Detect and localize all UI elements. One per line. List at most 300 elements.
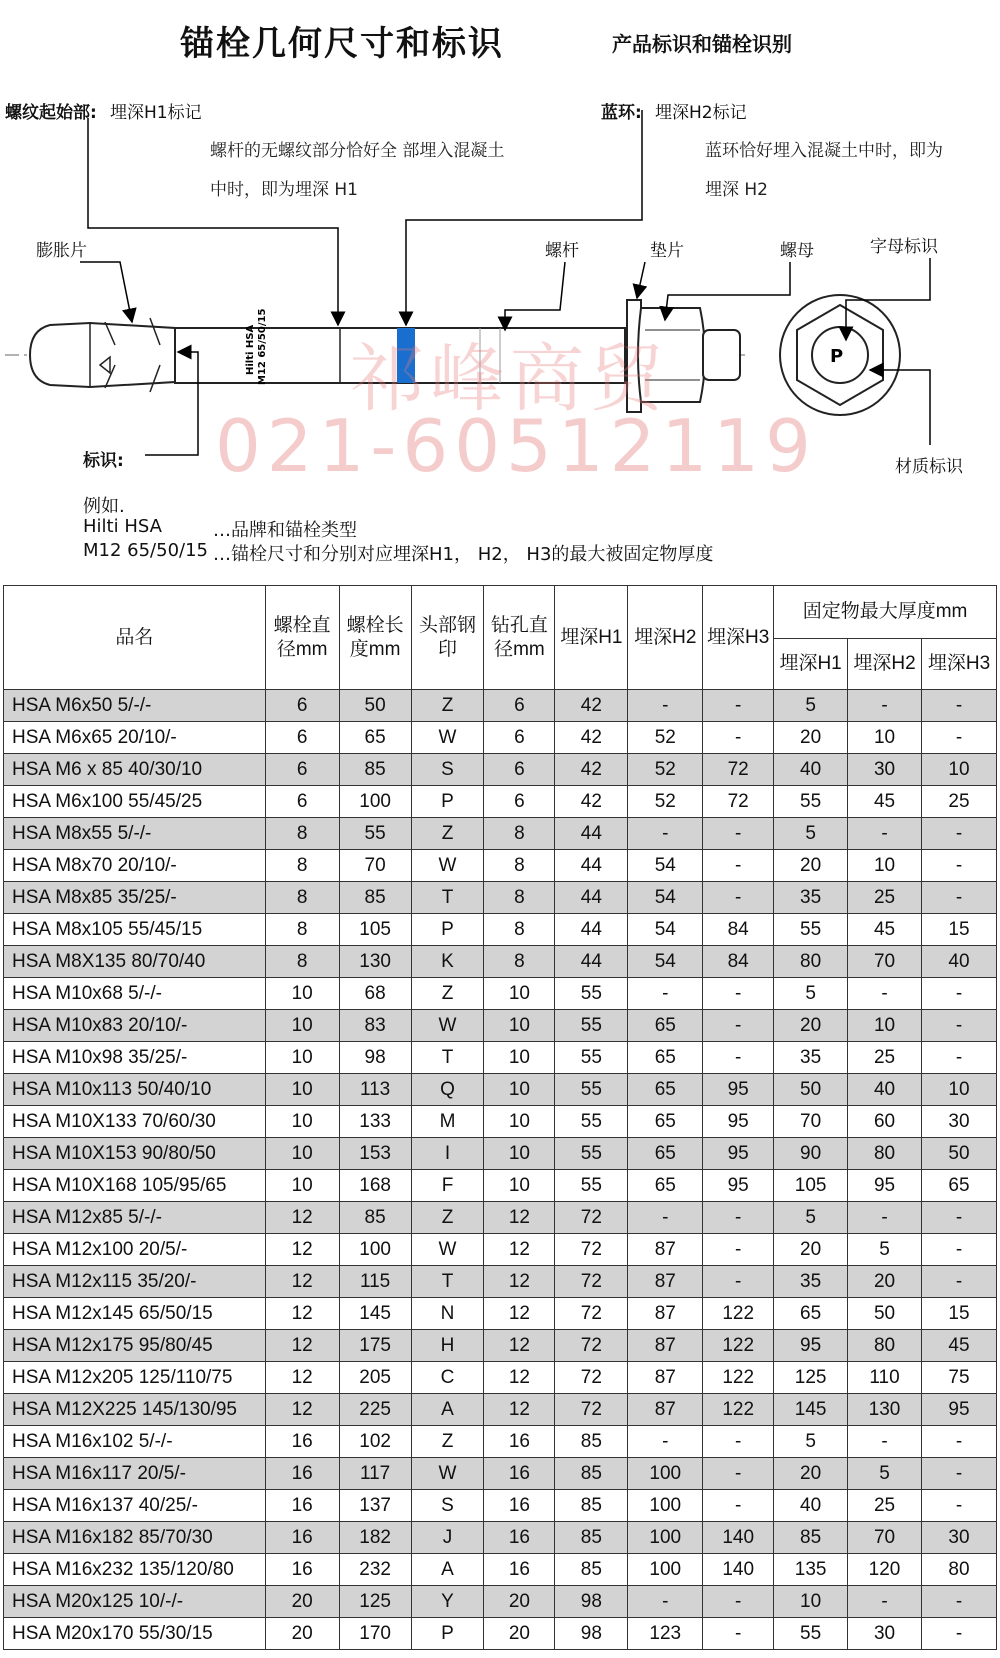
cell-diameter: 10 <box>265 1074 339 1106</box>
cell-length: 115 <box>339 1266 411 1298</box>
cell-h1: 42 <box>555 690 628 722</box>
cell-h1: 85 <box>555 1522 628 1554</box>
table-row <box>4 1042 997 1074</box>
material-mark-label: 材质标识 <box>895 457 963 477</box>
letter-code-label: 字母标识 <box>870 237 938 257</box>
cell-h1: 44 <box>555 818 628 850</box>
cell-h2: 87 <box>628 1330 703 1362</box>
col-header-h2: 埋深H2 <box>628 586 703 690</box>
table-row <box>4 914 997 946</box>
cell-name: HSA M12x205 125/110/75 <box>4 1362 266 1394</box>
cell-stamp: F <box>411 1170 484 1202</box>
cell-t-h1: 105 <box>774 1170 848 1202</box>
cell-t-h1: 50 <box>774 1074 848 1106</box>
cell-diameter: 8 <box>265 882 339 914</box>
cell-stamp: K <box>411 946 484 978</box>
cell-diameter: 6 <box>265 786 339 818</box>
cell-h2: 65 <box>628 1138 703 1170</box>
table-row <box>4 1202 997 1234</box>
cell-t-h1: 20 <box>774 722 848 754</box>
table-row <box>4 1394 997 1426</box>
cell-h3: 122 <box>703 1298 774 1330</box>
cell-drill: 20 <box>484 1618 555 1650</box>
cell-stamp: W <box>411 1458 484 1490</box>
cell-drill: 10 <box>484 1106 555 1138</box>
cell-t-h1: 55 <box>774 1618 848 1650</box>
table-row <box>4 978 997 1010</box>
table-row <box>4 1234 997 1266</box>
table-row <box>4 690 997 722</box>
cell-t-h2: 50 <box>848 1298 922 1330</box>
cell-h1: 72 <box>555 1202 628 1234</box>
cell-t-h1: 5 <box>774 978 848 1010</box>
cell-h1: 44 <box>555 914 628 946</box>
cell-stamp: J <box>411 1522 484 1554</box>
watermark-name: 祁峰商贸 <box>350 336 670 422</box>
cell-drill: 12 <box>484 1362 555 1394</box>
cell-drill: 10 <box>484 1170 555 1202</box>
cell-t-h3: 50 <box>921 1138 996 1170</box>
cell-stamp: W <box>411 722 484 754</box>
cell-diameter: 8 <box>265 818 339 850</box>
cell-t-h1: 40 <box>774 1490 848 1522</box>
table-row <box>4 1490 997 1522</box>
cell-t-h1: 90 <box>774 1138 848 1170</box>
table-row <box>4 1266 997 1298</box>
table-row <box>4 1074 997 1106</box>
cell-t-h2: 25 <box>848 1042 922 1074</box>
cell-stamp: Z <box>411 818 484 850</box>
cell-t-h2: - <box>848 818 922 850</box>
cell-h1: 55 <box>555 1042 628 1074</box>
cell-t-h1: 145 <box>774 1394 848 1426</box>
cell-t-h2: 70 <box>848 946 922 978</box>
cell-h2: 65 <box>628 1170 703 1202</box>
cell-t-h2: 5 <box>848 1234 922 1266</box>
cell-stamp: Y <box>411 1586 484 1618</box>
col-header-stamp: 头部钢印 <box>411 586 484 690</box>
cell-length: 105 <box>339 914 411 946</box>
cell-name: HSA M16x232 135/120/80 <box>4 1554 266 1586</box>
cell-t-h1: 95 <box>774 1330 848 1362</box>
cell-drill: 12 <box>484 1202 555 1234</box>
cell-name: HSA M20x125 10/-/- <box>4 1586 266 1618</box>
cell-t-h2: 80 <box>848 1138 922 1170</box>
cell-name: HSA M12X225 145/130/95 <box>4 1394 266 1426</box>
cell-drill: 16 <box>484 1458 555 1490</box>
table-row <box>4 722 997 754</box>
cell-h3: - <box>703 1266 774 1298</box>
table-row <box>4 946 997 978</box>
cell-drill: 10 <box>484 1074 555 1106</box>
cell-h2: - <box>628 1202 703 1234</box>
col-header-h3: 埋深H3 <box>703 586 774 690</box>
cell-t-h2: 20 <box>848 1266 922 1298</box>
blue-ring-label: 蓝环: <box>601 103 642 123</box>
cell-t-h3: 75 <box>921 1362 996 1394</box>
cell-h1: 44 <box>555 850 628 882</box>
cell-h1: 42 <box>555 722 628 754</box>
cell-diameter: 20 <box>265 1618 339 1650</box>
table-row <box>4 882 997 914</box>
cell-stamp: Z <box>411 978 484 1010</box>
table-row <box>4 1458 997 1490</box>
cell-t-h2: 10 <box>848 850 922 882</box>
cell-t-h2: 30 <box>848 1618 922 1650</box>
table-row <box>4 1618 997 1650</box>
cell-h1: 55 <box>555 1138 628 1170</box>
cell-stamp: H <box>411 1330 484 1362</box>
cell-h3: - <box>703 1618 774 1650</box>
cell-t-h3: 65 <box>921 1170 996 1202</box>
cell-drill: 6 <box>484 754 555 786</box>
cell-t-h3: - <box>921 1426 996 1458</box>
cell-h1: 85 <box>555 1426 628 1458</box>
cell-h2: 87 <box>628 1394 703 1426</box>
cell-name: HSA M8x105 55/45/15 <box>4 914 266 946</box>
cell-t-h3: 30 <box>921 1522 996 1554</box>
table-row <box>4 1522 997 1554</box>
cell-name: HSA M16x137 40/25/- <box>4 1490 266 1522</box>
cell-h3: 140 <box>703 1554 774 1586</box>
cell-t-h3: - <box>921 1234 996 1266</box>
cell-name: HSA M12x115 35/20/- <box>4 1266 266 1298</box>
cell-t-h2: 70 <box>848 1522 922 1554</box>
cell-t-h3: 80 <box>921 1554 996 1586</box>
cell-stamp: T <box>411 882 484 914</box>
cell-name: HSA M12x175 95/80/45 <box>4 1330 266 1362</box>
cell-diameter: 6 <box>265 722 339 754</box>
cell-h3: - <box>703 1202 774 1234</box>
cell-h1: 44 <box>555 882 628 914</box>
cell-t-h3: - <box>921 1490 996 1522</box>
cell-name: HSA M10x68 5/-/- <box>4 978 266 1010</box>
cell-diameter: 12 <box>265 1298 339 1330</box>
cell-drill: 8 <box>484 818 555 850</box>
cell-h1: 55 <box>555 1170 628 1202</box>
cell-t-h2: 45 <box>848 914 922 946</box>
cell-t-h3: - <box>921 1042 996 1074</box>
cell-length: 50 <box>339 690 411 722</box>
cell-h1: 72 <box>555 1362 628 1394</box>
cell-t-h1: 55 <box>774 914 848 946</box>
cell-h3: - <box>703 1586 774 1618</box>
thread-note-2: 中时，即为埋深 H1 <box>210 180 359 200</box>
cell-stamp: W <box>411 1234 484 1266</box>
blue-note-2: 埋深 H2 <box>705 180 769 200</box>
cell-t-h1: 5 <box>774 1202 848 1234</box>
cell-name: HSA M8x55 5/-/- <box>4 818 266 850</box>
cell-drill: 16 <box>484 1426 555 1458</box>
col-header-t-h1: 埋深H1 <box>774 639 848 690</box>
cell-t-h2: 45 <box>848 786 922 818</box>
cell-t-h1: 10 <box>774 1586 848 1618</box>
cell-diameter: 12 <box>265 1394 339 1426</box>
cell-length: 225 <box>339 1394 411 1426</box>
cell-t-h3: 45 <box>921 1330 996 1362</box>
cell-t-h2: 5 <box>848 1458 922 1490</box>
cell-diameter: 10 <box>265 1106 339 1138</box>
cell-h2: 65 <box>628 1074 703 1106</box>
cell-stamp: P <box>411 914 484 946</box>
cell-h2: - <box>628 818 703 850</box>
cell-h3: - <box>703 722 774 754</box>
cell-drill: 6 <box>484 722 555 754</box>
cell-t-h3: 30 <box>921 1106 996 1138</box>
cell-t-h1: 35 <box>774 1266 848 1298</box>
cell-drill: 10 <box>484 1138 555 1170</box>
thread-start-label: 螺纹起始部: <box>5 103 97 123</box>
col-header-name: 品名 <box>4 586 266 690</box>
cell-h2: 52 <box>628 754 703 786</box>
cell-t-h2: 25 <box>848 882 922 914</box>
cell-t-h1: 20 <box>774 850 848 882</box>
cell-t-h3: 25 <box>921 786 996 818</box>
cell-length: 182 <box>339 1522 411 1554</box>
table-row <box>4 1106 997 1138</box>
cell-diameter: 8 <box>265 946 339 978</box>
cell-drill: 10 <box>484 1010 555 1042</box>
cell-length: 117 <box>339 1458 411 1490</box>
cell-t-h3: - <box>921 818 996 850</box>
svg-text:P: P <box>830 346 844 367</box>
cell-name: HSA M16x117 20/5/- <box>4 1458 266 1490</box>
cell-h2: 54 <box>628 946 703 978</box>
cell-name: HSA M8X135 80/70/40 <box>4 946 266 978</box>
cell-diameter: 10 <box>265 978 339 1010</box>
cell-length: 100 <box>339 1234 411 1266</box>
anchor-spec-table <box>3 585 997 1650</box>
col-header-t-h3: 埋深H3 <box>921 639 996 690</box>
cell-drill: 12 <box>484 1298 555 1330</box>
cell-h2: 54 <box>628 850 703 882</box>
cell-length: 100 <box>339 786 411 818</box>
cell-t-h2: 130 <box>848 1394 922 1426</box>
table-row <box>4 1586 997 1618</box>
cell-t-h3: - <box>921 882 996 914</box>
cell-diameter: 8 <box>265 850 339 882</box>
cell-h2: 87 <box>628 1234 703 1266</box>
cell-h3: 84 <box>703 914 774 946</box>
cell-drill: 8 <box>484 946 555 978</box>
cell-stamp: W <box>411 850 484 882</box>
cell-h3: 122 <box>703 1362 774 1394</box>
cell-name: HSA M10X168 105/95/65 <box>4 1170 266 1202</box>
anchor-diagram <box>0 0 1000 585</box>
cell-h1: 72 <box>555 1266 628 1298</box>
cell-length: 55 <box>339 818 411 850</box>
cell-h3: - <box>703 882 774 914</box>
cell-h2: 65 <box>628 1042 703 1074</box>
cell-t-h3: 15 <box>921 1298 996 1330</box>
cell-t-h1: 40 <box>774 754 848 786</box>
cell-stamp: S <box>411 754 484 786</box>
cell-t-h3: - <box>921 1618 996 1650</box>
example-heading: 例如. <box>83 496 125 517</box>
cell-h2: 52 <box>628 786 703 818</box>
cell-h2: 87 <box>628 1362 703 1394</box>
cell-t-h3: 10 <box>921 754 996 786</box>
cell-drill: 8 <box>484 882 555 914</box>
cell-t-h3: 40 <box>921 946 996 978</box>
cell-t-h1: 5 <box>774 1426 848 1458</box>
cell-length: 125 <box>339 1586 411 1618</box>
cell-name: HSA M12x145 65/50/15 <box>4 1298 266 1330</box>
cell-diameter: 10 <box>265 1138 339 1170</box>
cell-h2: 52 <box>628 722 703 754</box>
cell-diameter: 12 <box>265 1202 339 1234</box>
cell-h3: - <box>703 818 774 850</box>
watermark-phone: 021-60512119 <box>215 404 817 488</box>
cell-t-h2: - <box>848 690 922 722</box>
col-header-t-h2: 埋深H2 <box>848 639 922 690</box>
cell-t-h2: - <box>848 1202 922 1234</box>
cell-drill: 12 <box>484 1266 555 1298</box>
thread-start-desc: 埋深H1标记 <box>110 103 202 123</box>
cell-stamp: Z <box>411 1202 484 1234</box>
cell-h3: - <box>703 978 774 1010</box>
cell-length: 70 <box>339 850 411 882</box>
blue-ring-desc: 埋深H2标记 <box>655 103 747 123</box>
cell-length: 85 <box>339 754 411 786</box>
cell-length: 113 <box>339 1074 411 1106</box>
cell-h2: 65 <box>628 1010 703 1042</box>
cell-h2: 100 <box>628 1522 703 1554</box>
cell-t-h2: - <box>848 1426 922 1458</box>
cell-h2: - <box>628 690 703 722</box>
cell-diameter: 10 <box>265 1042 339 1074</box>
cell-t-h2: 25 <box>848 1490 922 1522</box>
cell-h3: 84 <box>703 946 774 978</box>
cell-stamp: W <box>411 1010 484 1042</box>
cell-name: HSA M16x182 85/70/30 <box>4 1522 266 1554</box>
col-header-drill: 钻孔直径mm <box>484 586 555 690</box>
cell-t-h3: - <box>921 978 996 1010</box>
cell-name: HSA M10X133 70/60/30 <box>4 1106 266 1138</box>
cell-name: HSA M6x100 55/45/25 <box>4 786 266 818</box>
cell-diameter: 12 <box>265 1362 339 1394</box>
cell-diameter: 16 <box>265 1458 339 1490</box>
cell-diameter: 16 <box>265 1554 339 1586</box>
cell-length: 85 <box>339 882 411 914</box>
table-row <box>4 1010 997 1042</box>
cell-drill: 16 <box>484 1522 555 1554</box>
cell-h3: 95 <box>703 1074 774 1106</box>
cell-stamp: A <box>411 1394 484 1426</box>
cell-diameter: 12 <box>265 1266 339 1298</box>
cell-h1: 85 <box>555 1490 628 1522</box>
cell-name: HSA M12x85 5/-/- <box>4 1202 266 1234</box>
cell-t-h3: - <box>921 1586 996 1618</box>
cell-length: 153 <box>339 1138 411 1170</box>
cell-t-h2: 10 <box>848 722 922 754</box>
cell-h3: - <box>703 1234 774 1266</box>
cell-drill: 16 <box>484 1490 555 1522</box>
cell-h1: 55 <box>555 1010 628 1042</box>
cell-length: 175 <box>339 1330 411 1362</box>
cell-h1: 72 <box>555 1330 628 1362</box>
table-row <box>4 818 997 850</box>
cell-t-h3: 95 <box>921 1394 996 1426</box>
cell-t-h1: 35 <box>774 882 848 914</box>
cell-h3: 140 <box>703 1522 774 1554</box>
cell-t-h1: 20 <box>774 1458 848 1490</box>
table-row <box>4 1330 997 1362</box>
cell-t-h2: 40 <box>848 1074 922 1106</box>
cell-stamp: P <box>411 786 484 818</box>
cell-t-h1: 85 <box>774 1522 848 1554</box>
cell-diameter: 16 <box>265 1490 339 1522</box>
cell-diameter: 20 <box>265 1586 339 1618</box>
example-line1-code: Hilti HSA <box>83 516 162 537</box>
cell-name: HSA M8x70 20/10/- <box>4 850 266 882</box>
cell-diameter: 16 <box>265 1522 339 1554</box>
cell-stamp: T <box>411 1266 484 1298</box>
cell-t-h2: - <box>848 978 922 1010</box>
cell-t-h2: 110 <box>848 1362 922 1394</box>
cell-h2: - <box>628 1586 703 1618</box>
cell-stamp: S <box>411 1490 484 1522</box>
cell-h2: 87 <box>628 1298 703 1330</box>
example-line2-desc: …锚栓尺寸和分别对应埋深H1， H2， H3的最大被固定物厚度 <box>213 544 714 565</box>
cell-stamp: Z <box>411 690 484 722</box>
cell-name: HSA M10X153 90/80/50 <box>4 1138 266 1170</box>
cell-h2: 100 <box>628 1458 703 1490</box>
cell-stamp: Q <box>411 1074 484 1106</box>
cell-t-h1: 5 <box>774 690 848 722</box>
cell-length: 68 <box>339 978 411 1010</box>
table-row <box>4 786 997 818</box>
cell-h3: - <box>703 690 774 722</box>
cell-h1: 55 <box>555 978 628 1010</box>
table-row <box>4 1426 997 1458</box>
cell-h3: 95 <box>703 1138 774 1170</box>
cell-t-h2: 120 <box>848 1554 922 1586</box>
cell-diameter: 6 <box>265 690 339 722</box>
cell-h1: 42 <box>555 786 628 818</box>
cell-stamp: T <box>411 1042 484 1074</box>
cell-stamp: M <box>411 1106 484 1138</box>
cell-h3: 95 <box>703 1170 774 1202</box>
cell-h3: - <box>703 1010 774 1042</box>
table-row <box>4 1362 997 1394</box>
cell-t-h3: - <box>921 850 996 882</box>
cell-name: HSA M12x100 20/5/- <box>4 1234 266 1266</box>
cell-h1: 98 <box>555 1618 628 1650</box>
cell-length: 102 <box>339 1426 411 1458</box>
cell-h1: 85 <box>555 1458 628 1490</box>
cell-h2: 100 <box>628 1554 703 1586</box>
cell-length: 83 <box>339 1010 411 1042</box>
table-row <box>4 1138 997 1170</box>
cell-diameter: 16 <box>265 1426 339 1458</box>
table-row <box>4 1554 997 1586</box>
cell-name: HSA M6x50 5/-/- <box>4 690 266 722</box>
cell-length: 65 <box>339 722 411 754</box>
example-line1-desc: …品牌和锚栓类型 <box>213 520 357 541</box>
page-subtitle: 产品标识和锚栓识别 <box>612 32 792 56</box>
cell-diameter: 10 <box>265 1010 339 1042</box>
cell-diameter: 12 <box>265 1234 339 1266</box>
cell-h1: 72 <box>555 1394 628 1426</box>
marking-label: 标识: <box>83 451 124 471</box>
cell-t-h2: 80 <box>848 1330 922 1362</box>
cell-length: 205 <box>339 1362 411 1394</box>
bolt-label: 螺杆 <box>545 241 579 261</box>
cell-h2: 54 <box>628 914 703 946</box>
cell-h1: 72 <box>555 1298 628 1330</box>
expansion-sleeve-label: 膨胀片 <box>36 241 87 261</box>
